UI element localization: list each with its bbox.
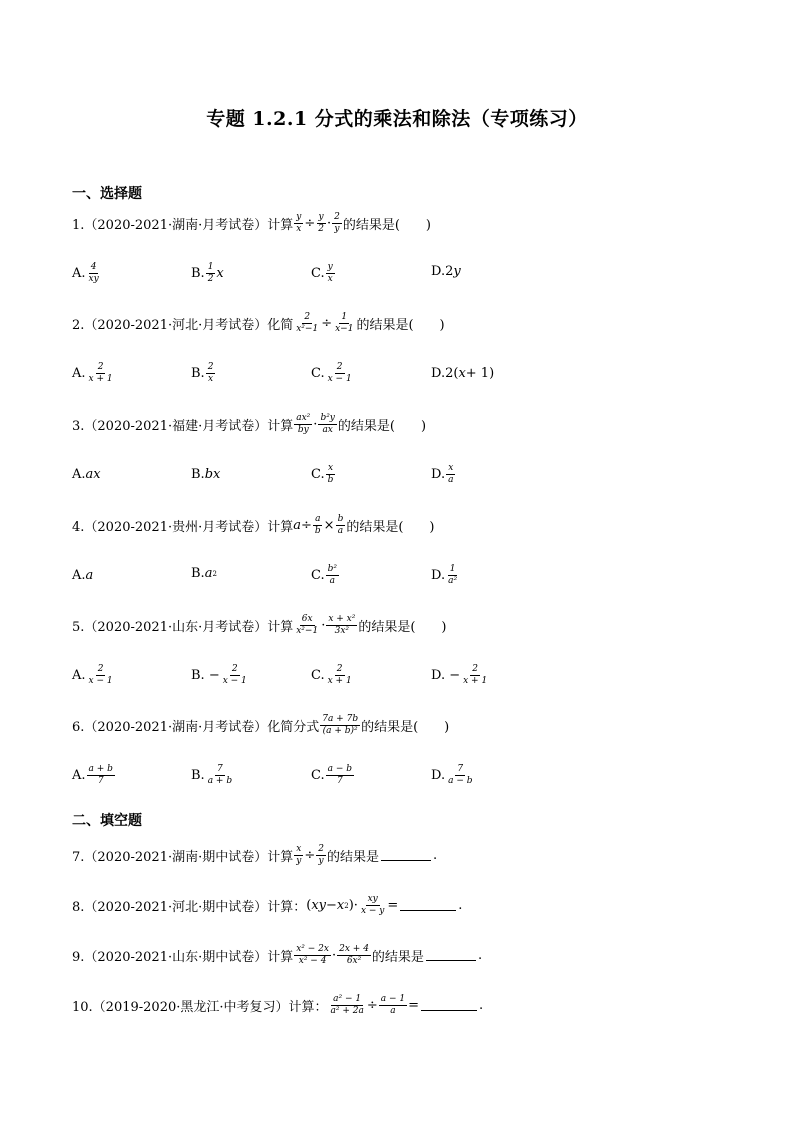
question-3-suffix: 的结果是( ) <box>337 419 427 434</box>
q5-option-b[interactable]: B. − $\frac{2}{x - 1}$ <box>191 664 247 686</box>
question-10: 10.（2019-2020·黑龙江·中考复习）计算： $\frac{\text{a² − 1}}{\text{a² + 2a}}$ ÷ $\frac{a - 1}{a}$ = . <box>72 994 484 1016</box>
question-3-prefix: 3.（2020-2021·福建·月考试卷）计算 <box>72 419 294 434</box>
question-1-prefix: 1.（2020-2021·湖南·月考试卷）计算 <box>72 218 294 233</box>
q3-option-c[interactable]: C. $\frac{x}{b}$ <box>311 463 334 485</box>
q4-option-a[interactable]: A. a <box>72 568 94 583</box>
q4-option-d[interactable]: D. $\frac{1}{\text{a²}}$ <box>431 564 458 586</box>
question-4-suffix: 的结果是( ) <box>346 520 435 535</box>
section-fill: 二、填空题 <box>72 813 142 829</box>
question-8: 8.（2020-2021·河北·期中试卷）计算： ( xy − x 2 )· $\frac{xy}{x - y}$ = . <box>72 894 463 916</box>
q3-option-a[interactable]: A. ax <box>72 467 101 482</box>
question-7-suffix: 的结果是 <box>326 850 379 865</box>
question-2-prefix: 2.（2020-2021·河北·月考试卷）化简 <box>72 318 294 333</box>
question-10-prefix: 10.（2019-2020·黑龙江·中考复习）计算： <box>72 1000 328 1015</box>
question-8-prefix: 8.（2020-2021·河北·期中试卷）计算： <box>72 900 307 915</box>
q5-option-a[interactable]: A. $\frac{2}{x - 1}$ <box>72 664 113 686</box>
question-1-suffix: 的结果是( ) <box>342 218 431 233</box>
question-7-prefix: 7.（2020-2021·湖南·期中试卷）计算 <box>72 850 294 865</box>
q2-option-b[interactable]: B. $\frac{2}{x}$ <box>191 362 214 384</box>
q4-option-b[interactable]: B. a 2 <box>191 566 217 581</box>
q3-option-b[interactable]: B. bx <box>191 467 221 482</box>
question-3: 3.（2020-2021·福建·月考试卷）计算 $\frac{\text{ax²}}{by}$ · $\frac{\text{b²y}}{ax}$ 的结果是( ) <box>72 413 427 435</box>
answer-blank-9[interactable] <box>426 950 476 961</box>
q6-option-c[interactable]: C. $\frac{a - b}{7}$ <box>311 764 353 786</box>
question-5: 5.（2020-2021·山东·月考试卷）计算 $\frac{6x}{\text{x²−1}}$ · $\frac{\text{x + x²}}{\text{3x²}}$ 的结果是( ) <box>72 614 447 636</box>
q6-option-b[interactable]: B. $\frac{7}{a + b}$ <box>191 764 233 786</box>
q1-option-a[interactable]: A. $\frac{4}{xy}$ <box>72 262 99 284</box>
q2-option-a[interactable]: A. $\frac{2}{x + 1}$ <box>72 362 113 384</box>
section-choice: 一、选择题 <box>72 186 142 202</box>
q2-option-d[interactable]: D.2( x + 1) <box>431 366 495 381</box>
question-4: 4.（2020-2021·贵州·月考试卷）计算 a ÷ $\frac{a}{b}$ × $\frac{b}{a}$ 的结果是( ) <box>72 514 435 536</box>
q1-option-b[interactable]: B. $\frac{1}{2}$ x <box>191 262 224 284</box>
question-6: 6.（2020-2021·湖南·月考试卷）化简分式 $\frac{7a + 7b}{\text{(a + b)²}}$ 的结果是( ) <box>72 714 450 736</box>
question-5-prefix: 5.（2020-2021·山东·月考试卷）计算 <box>72 620 294 635</box>
q2-option-c[interactable]: C. $\frac{2}{x - 1}$ <box>311 362 352 384</box>
answer-blank-8[interactable] <box>400 900 456 911</box>
q5-option-d[interactable]: D. − $\frac{2}{x + 1}$ <box>431 664 488 686</box>
question-5-suffix: 的结果是( ) <box>358 620 447 635</box>
q4-option-c[interactable]: C. $\frac{\text{b²}}{a}$ <box>311 564 337 586</box>
answer-blank-10[interactable] <box>421 1000 477 1011</box>
question-9: 9.（2020-2021·山东·期中试卷）计算 $\frac{\text{x² − 2x}}{\text{x² − 4}}$ · $\frac{2x + 4}{\text{6x²}}$ 的结果是 . <box>72 944 483 966</box>
question-9-suffix: 的结果是 <box>371 950 424 965</box>
question-7: 7.（2020-2021·湖南·期中试卷）计算 $\frac{x}{y}$ ÷ $\frac{2}{y}$ 的结果是 . <box>72 844 438 866</box>
q6-option-a[interactable]: A. $\frac{a + b}{7}$ <box>72 764 113 786</box>
page-title: 专题 1.2.1 分式的乘法和除法（专项练习） <box>206 108 588 130</box>
question-6-prefix: 6.（2020-2021·湖南·月考试卷）化简分式 <box>72 720 320 735</box>
question-6-suffix: 的结果是( ) <box>361 720 450 735</box>
question-9-prefix: 9.（2020-2021·山东·期中试卷）计算 <box>72 950 294 965</box>
question-1: 1.（2020-2021·湖南·月考试卷）计算 $\frac{y}{x}$ ÷ $\frac{y}{2}$ · $\frac{2}{y}$ 的结果是( ) <box>72 212 431 234</box>
q5-option-c[interactable]: C. $\frac{2}{x + 1}$ <box>311 664 352 686</box>
question-2-suffix: 的结果是( ) <box>356 318 445 333</box>
question-4-prefix: 4.（2020-2021·贵州·月考试卷）计算 <box>72 520 294 535</box>
q1-option-c[interactable]: C. $\frac{y}{x}$ <box>311 262 333 284</box>
question-2: 2.（2020-2021·河北·月考试卷）化简 $\frac{2}{\text{x²−1}}$ ÷ $\frac{1}{x-1}$ 的结果是( ) <box>72 312 445 334</box>
q6-option-d[interactable]: D. $\frac{7}{a - b}$ <box>431 764 473 786</box>
answer-blank-7[interactable] <box>381 850 431 861</box>
q1-option-d[interactable]: D.2 y <box>431 264 461 279</box>
q3-option-d[interactable]: D. $\frac{x}{a}$ <box>431 463 454 485</box>
